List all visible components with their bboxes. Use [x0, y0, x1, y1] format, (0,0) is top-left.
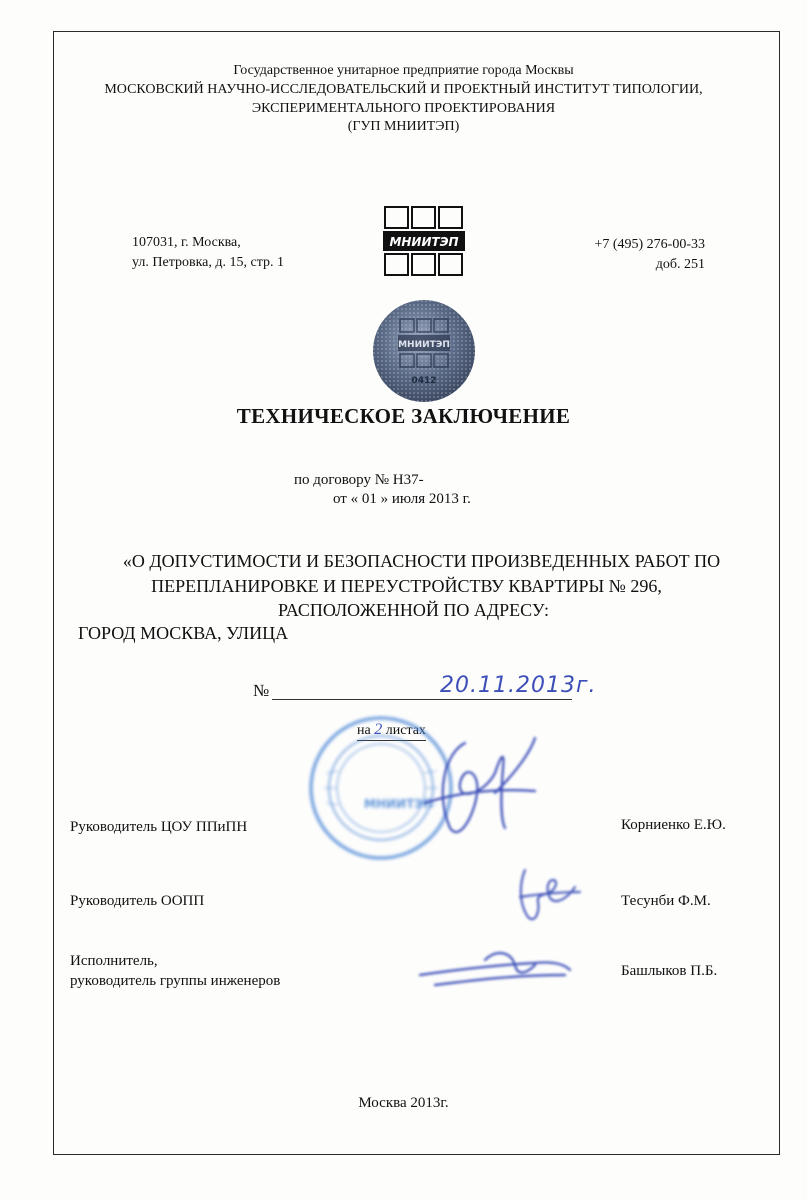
postal-address: [132, 233, 284, 273]
signatory-role-3: [70, 951, 280, 991]
sheets-number: 2: [374, 721, 383, 738]
phone-line-2: доб. 251: [655, 257, 705, 272]
contract-date: от « 01 » июля 2013 г.: [333, 491, 471, 507]
org-line-1: Государственное унитарное предприятие города Москвы: [233, 63, 574, 78]
subject-line-4: ГОРОД МОСКВА, УЛИЦА: [78, 623, 289, 643]
hologram-seal: [372, 299, 476, 403]
subject-line-1: «О ДОПУСТИМОСТИ И БЕЗОПАСНОСТИ ПРОИЗВЕДЕННЫХ РАБОТ ПО: [122, 551, 721, 571]
contract-number: по договору № Н37-: [294, 472, 424, 488]
svg-text:МНИИТЭП: МНИИТЭП: [398, 340, 450, 350]
registration-number-line: [272, 699, 572, 700]
svg-text:МНИИТЭП: МНИИТЭП: [364, 797, 434, 811]
subject-line-3: РАСПОЛОЖЕННОЙ ПО АДРЕСУ:: [278, 600, 549, 620]
signature-kornienko: [405, 733, 545, 848]
signatory-role-3-line-1: Исполнитель,: [70, 953, 158, 969]
mniitep-logo: [383, 205, 465, 277]
signatory-name-3: Башлыков П.Б.: [621, 963, 718, 979]
subject-line-2: ПЕРЕПЛАНИРОВКЕ И ПЕРЕУСТРОЙСТВУ КВАРТИРЫ № 296,: [151, 576, 662, 596]
handwritten-date: 20.11.2013г.: [440, 673, 597, 698]
sheets-suffix: листах: [385, 723, 426, 738]
signatory-role-3-line-2: руководитель группы инженеров: [70, 973, 281, 989]
org-line-4: (ГУП МНИИТЭП): [347, 119, 460, 134]
registration-number-label: №: [253, 681, 270, 700]
phone-block: [585, 235, 705, 275]
address-line-1: 107031, г. Москва,: [132, 235, 241, 250]
document-title: ТЕХНИЧЕСКОЕ ЗАКЛЮЧЕНИЕ: [236, 404, 571, 428]
signature-tesunbi: [510, 862, 585, 927]
signatory-name-1: Корниенко Е.Ю.: [621, 817, 726, 833]
org-line-3: ЭКСПЕРИМЕНТАЛЬНОГО ПРОЕКТИРОВАНИЯ: [251, 101, 556, 116]
sheets-prefix: на: [357, 723, 371, 738]
phone-line-1: +7 (495) 276-00-33: [594, 237, 705, 252]
svg-text:МНИИТЭП: МНИИТЭП: [389, 235, 459, 249]
signatory-role-2: Руководитель ООПП: [70, 893, 205, 909]
footer-city-year: Москва 2013г.: [358, 1095, 449, 1111]
signature-bashlykov: [415, 945, 575, 995]
org-line-2: МОСКОВСКИЙ НАУЧНО-ИССЛЕДОВАТЕЛЬСКИЙ И ПРОЕКТНЫЙ ИНСТИТУТ ТИПОЛОГИИ,: [104, 82, 703, 97]
address-line-2: ул. Петровка, д. 15, стр. 1: [132, 255, 285, 270]
svg-text:0412: 0412: [411, 376, 437, 386]
signatory-role-1: Руководитель ЦОУ ППиПН: [70, 819, 248, 835]
signatory-name-2: Тесунби Ф.М.: [621, 893, 711, 909]
